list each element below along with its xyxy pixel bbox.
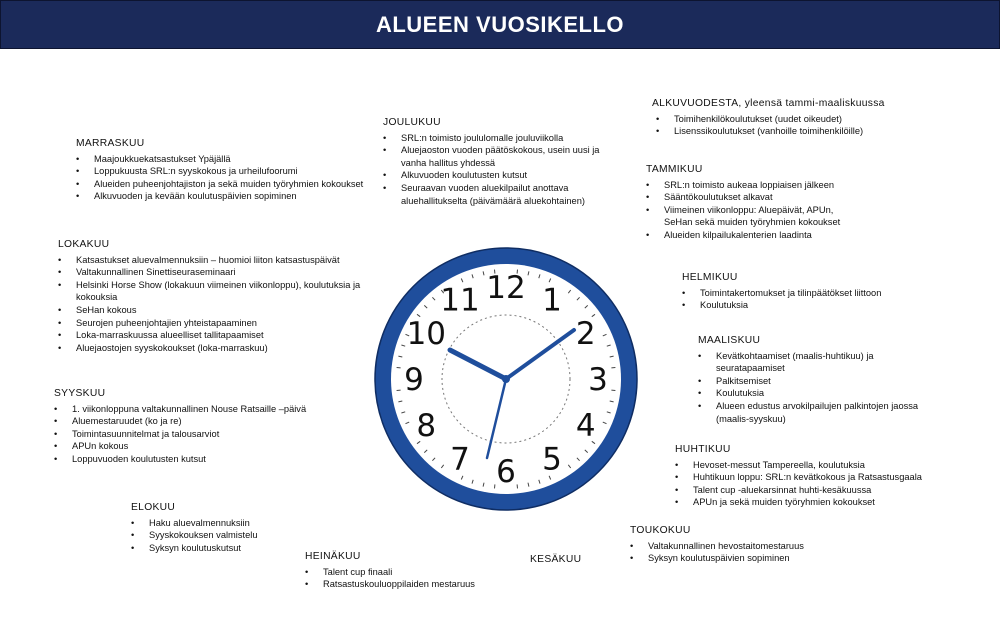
clock-number: 2 <box>575 316 596 352</box>
header-bar <box>0 0 1000 49</box>
list-item: • Haku aluevalmennuksiin <box>131 517 331 530</box>
page-title: ALUEEN VUOSIKELLO <box>375 11 625 37</box>
clock-number: 12 <box>486 270 526 306</box>
clock-center <box>502 375 510 383</box>
month-huhtikuu <box>675 444 975 509</box>
clock-number: 4 <box>575 408 596 444</box>
list-item: • Seurojen puheenjohtajien yhteistapaaminen <box>58 317 376 330</box>
month-syyskuu <box>54 388 364 466</box>
list-item: • Alueen edustus arvokilpailujen palkintojen jaossa (maalis-syyskuu) <box>698 400 928 425</box>
list-item: • Ratsastuskouluoppilaiden mestaruus <box>305 578 525 591</box>
month-tammikuu <box>646 164 861 242</box>
month-title: JOULUKUU <box>383 117 441 128</box>
list-item: • Viimeinen viikonloppu: Aluepäivät, APUn, SeHan sekä muiden työryhmien kokoukset <box>646 204 861 229</box>
list-item: • Syyskokouksen valmistelu <box>131 529 331 542</box>
month-elokuu <box>131 502 331 554</box>
clock-number: 10 <box>406 316 447 352</box>
month-lokakuu <box>58 239 376 354</box>
clock-number: 8 <box>416 408 437 444</box>
month-title: HEINÄKUU <box>305 551 361 562</box>
month-heinakuu <box>305 551 525 591</box>
clock-number: 6 <box>496 454 516 490</box>
clock-number: 11 <box>440 282 480 319</box>
month-title: HELMIKUU <box>682 272 738 283</box>
list-item: • Valtakunnallinen Sinettiseuraseminaari <box>58 266 376 279</box>
list-item: • Valtakunnallinen hevostaitomestaruus <box>630 540 870 553</box>
list-item: • Lisenssikoulutukset (vanhoille toimihenkilöille) <box>656 125 962 138</box>
list-item: • Syksyn koulutuspäivien sopiminen <box>630 552 870 565</box>
list-item: • Aluejaoston vuoden päätöskokous, usein uusi ja vanha hallitus yhdessä <box>383 144 623 169</box>
list-item: • Koulutuksia <box>682 299 942 312</box>
month-helmikuu <box>682 272 942 312</box>
list-item: • Huhtikuun loppu: SRL:n kevätkokous ja Ratsastusgaala <box>675 471 975 484</box>
list-item: • Alkuvuoden koulutusten kutsut <box>383 169 623 182</box>
month-title: TOUKOKUU <box>630 525 691 536</box>
list-item: • Palkitsemiset <box>698 375 928 388</box>
list-item: • APUn kokous <box>54 440 364 453</box>
list-item: • Alkuvuoden ja kevään koulutuspäivien sopiminen <box>76 190 376 203</box>
clock-number: 9 <box>404 362 424 398</box>
list-item: • APUn ja sekä muiden työryhmien kokoukset <box>675 496 975 509</box>
month-kesakuu <box>530 554 610 569</box>
wall-clock <box>374 240 638 518</box>
list-item: • Toimihenkilökoulutukset (uudet oikeudet) <box>656 113 962 126</box>
list-item: • Sääntökoulutukset alkavat <box>646 191 861 204</box>
month-title: ALKUVUODESTA, yleensä tammi-maaliskuussa <box>652 98 885 109</box>
list-item: • Talent cup finaali <box>305 566 525 579</box>
month-marraskuu <box>76 138 376 203</box>
month-title: MAALISKUU <box>698 335 761 346</box>
list-item: • Hevoset-messut Tampereella, koulutuksia <box>675 459 975 472</box>
list-item: • Seuraavan vuoden aluekilpailut anottava aluehallitukselta (päivämäärä aluekohtainen) <box>383 182 623 207</box>
list-item: • Loppukuusta SRL:n syyskokous ja urheilufoorumi <box>76 165 376 178</box>
list-item: • Aluemestaruudet (ko ja re) <box>54 415 364 428</box>
month-maaliskuu <box>698 335 928 425</box>
list-item: • Talent cup -aluekarsinnat huhti-kesäkuussa <box>675 484 975 497</box>
list-item: • Koulutuksia <box>698 387 928 400</box>
month-title: HUHTIKUU <box>675 444 731 455</box>
list-item: • Alueiden kilpailukalenterien laadinta <box>646 229 861 242</box>
list-item: • Helsinki Horse Show (lokakuun viimeinen viikonloppu), koulutuksia ja kokouksia <box>58 279 376 304</box>
list-item: • Loppuvuoden koulutusten kutsut <box>54 453 364 466</box>
month-joulukuu <box>383 117 623 207</box>
list-item: • Toimintakertomukset ja tilinpäätökset liittoon <box>682 287 942 300</box>
list-item: • Loka-marraskuussa alueelliset tallitapaamiset <box>58 329 376 342</box>
month-toukokuu <box>630 525 870 565</box>
clock-number: 5 <box>542 441 562 478</box>
list-item: • Toimintasuunnitelmat ja talousarviot <box>54 428 364 441</box>
month-title: MARRASKUU <box>76 138 145 149</box>
list-item: • SRL:n toimisto joululomalle jouluviikolla <box>383 132 623 145</box>
clock-number: 1 <box>542 282 562 319</box>
list-item: • 1. viikonloppuna valtakunnallinen Nouse Ratsaille –päivä <box>54 403 364 416</box>
list-item: • Aluejaostojen syyskokoukset (loka-marraskuu) <box>58 342 376 355</box>
list-item: • Maajoukkuekatsastukset Ypäjällä <box>76 153 376 166</box>
month-title: LOKAKUU <box>58 239 110 250</box>
month-title: SYYSKUU <box>54 388 106 399</box>
clock-number: 3 <box>588 362 608 398</box>
list-item: • Katsastukset aluevalmennuksiin – huomioi liiton katsastuspäivät <box>58 254 376 267</box>
clock-number: 7 <box>450 441 470 478</box>
month-title: TAMMIKUU <box>646 164 703 175</box>
list-item: • Syksyn koulutuskutsut <box>131 542 331 555</box>
list-item: • SeHan kokous <box>58 304 376 317</box>
month-alkuvuodesta <box>652 98 962 138</box>
list-item: • Alueiden puheenjohtajiston ja sekä muiden työryhmien kokoukset <box>76 178 376 191</box>
month-title: KESÄKUU <box>530 554 582 565</box>
list-item: • SRL:n toimisto aukeaa loppiaisen jälkeen <box>646 179 861 192</box>
list-item: • Kevätkohtaamiset (maalis-huhtikuu) ja seuratapaamiset <box>698 350 928 375</box>
month-title: ELOKUU <box>131 502 176 513</box>
